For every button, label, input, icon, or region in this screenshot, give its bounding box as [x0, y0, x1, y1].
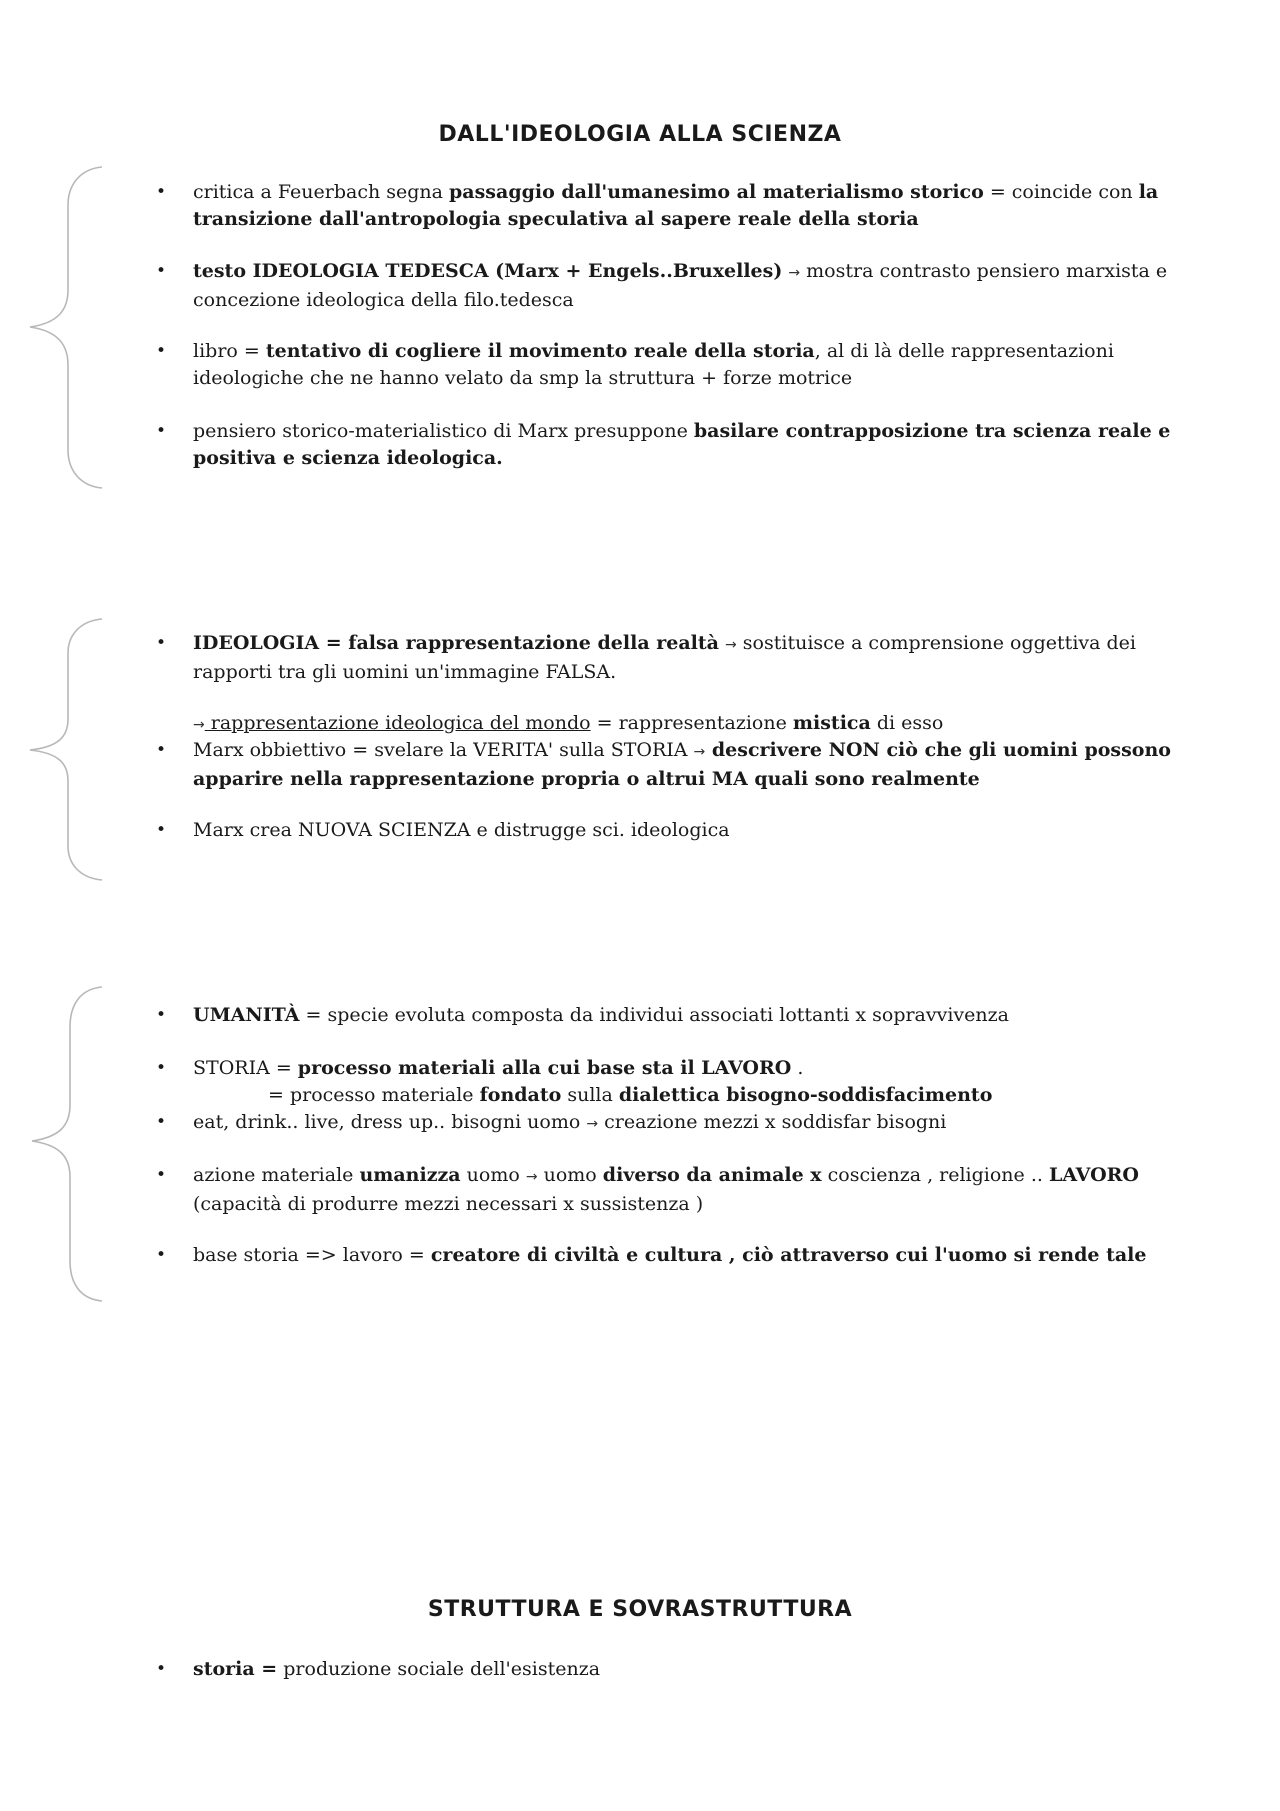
bullet-icon: • [156, 341, 167, 361]
list-item: • azione materiale umanizza uomo → uomo diverso da animale x coscienza , religione .. LAVORO (capacità di produrre mezzi necessari x sussistenza ) [156, 1164, 1139, 1215]
curly-brace-icon [20, 165, 110, 490]
arrow-right-icon: → [193, 717, 205, 733]
list-item: • critica a Feuerbach segna passaggio dall'umanesimo al materialismo storico = coincide con la transizione dall'antropologia speculativa al sapere reale della storia [156, 181, 1159, 230]
arrow-right-icon: → [725, 637, 737, 653]
bullet-icon: • [156, 1058, 167, 1078]
bullet-icon: • [156, 1245, 167, 1265]
bullet-icon: • [156, 633, 167, 653]
bullet-icon: • [156, 740, 167, 760]
bullet-icon: • [156, 1165, 167, 1185]
list-item: • Marx obbiettivo = svelare la VERITA' sulla STORIA → descrivere NON ciò che gli uomini possono apparire nella rappresentazione propria o altrui MA quali sono realmente [156, 739, 1171, 790]
sub-line: = processo materiale fondato sulla dialettica bisogno-soddisfacimento [268, 1084, 993, 1106]
list-item: • IDEOLOGIA = falsa rappresentazione della realtà → sostituisce a comprensione oggettiva dei rapporti tra gli uomini un'immagine FALSA. [156, 632, 1136, 683]
bullet-icon: • [156, 1659, 167, 1679]
sub-line: → rappresentazione ideologica del mondo = rappresentazione mistica di esso [193, 712, 944, 734]
list-item: • libro = tentativo di cogliere il movimento reale della storia, al di là delle rappresentazioni ideologiche che ne hanno velato da smp la struttura + forze motrice [156, 340, 1114, 389]
curly-brace-icon [20, 617, 110, 882]
list-item: • base storia => lavoro = creatore di civiltà e cultura , ciò attraverso cui l'uomo si rende tale [193, 1242, 1183, 1269]
arrow-right-icon: → [525, 1169, 538, 1185]
bullet-icon: • [156, 1005, 167, 1025]
list-item: • testo IDEOLOGIA TEDESCA (Marx + Engels..Bruxelles) → mostra contrasto pensiero marxista e concezione ideologica della filo.tedesca [156, 260, 1168, 311]
list-item: • UMANITÀ = specie evoluta composta da individui associati lottanti x sopravvivenza [193, 1002, 1183, 1029]
list-item: • Marx crea NUOVA SCIENZA e distrugge sci. ideologica [193, 817, 1183, 844]
section-title-struttura: STRUTTURA E SOVRASTRUTTURA [427, 1597, 853, 1622]
list-item: • eat, drink.. live, dress up.. bisogni uomo → creazione mezzi x soddisfar bisogni [193, 1109, 1183, 1138]
curly-brace-icon [20, 985, 110, 1303]
list-item: • pensiero storico-materialistico di Marx presuppone basilare contrapposizione tra scienza reale e positiva e scienza ideologica. [156, 420, 1171, 469]
bullet-icon: • [156, 1112, 167, 1132]
section-title-ideologia: DALL'IDEOLOGIA ALLA SCIENZA [438, 122, 842, 147]
bullet-icon: • [156, 421, 167, 441]
arrow-right-icon: → [693, 744, 706, 760]
arrow-right-icon: → [788, 265, 801, 281]
bullet-icon: • [156, 261, 167, 281]
arrow-right-icon: → [586, 1116, 599, 1132]
list-item: • storia = produzione sociale dell'esistenza [193, 1656, 1183, 1683]
bullet-icon: • [156, 182, 167, 202]
list-item: • STORIA = processo materiali alla cui base sta il LAVORO . [193, 1055, 1183, 1082]
bullet-icon: • [156, 820, 167, 840]
